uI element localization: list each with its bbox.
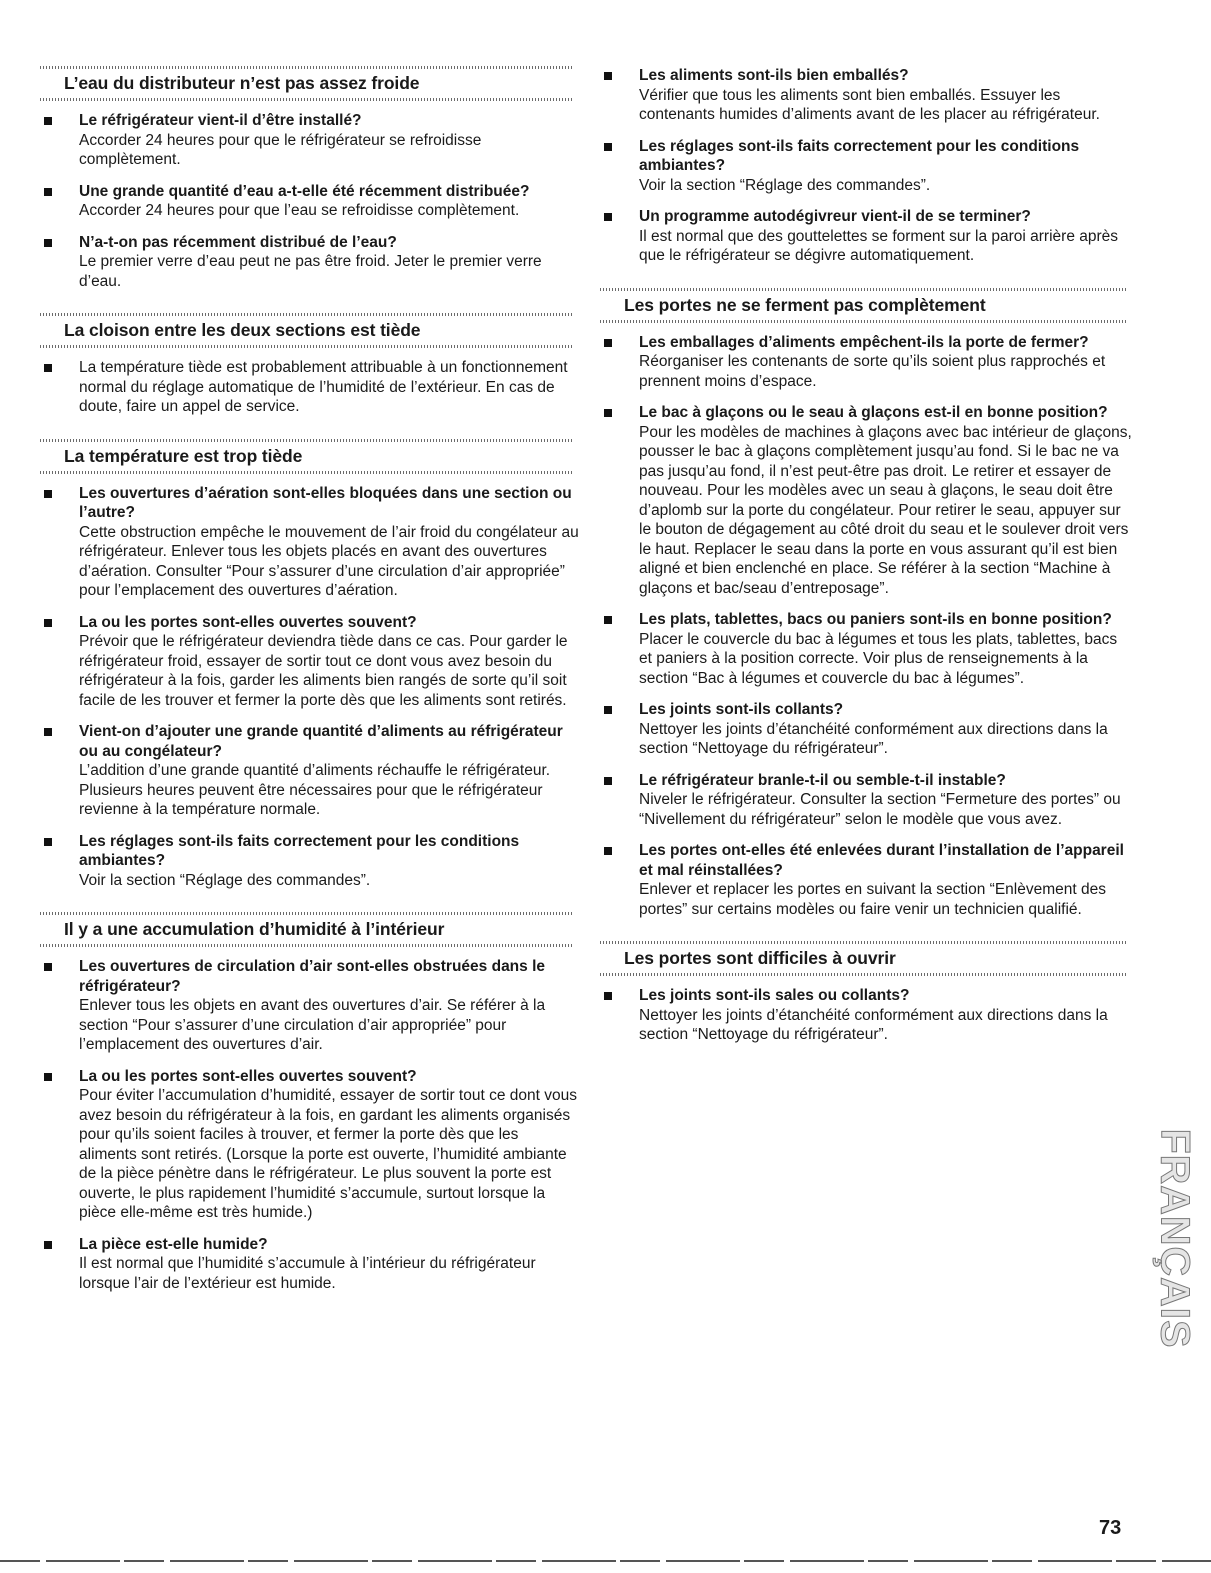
answer: Le premier verre d’eau peut ne pas être froid. Jeter le premier verre d’eau. <box>79 253 542 290</box>
answer: Pour éviter l’accumulation d’humidité, essayer de sortir tout ce dont vous avez besoin du réfrigérateur à la fois, en gardant les aliments organisés pour qu’ils soient faciles à trouver, et fermer la porte dès que les aliments sont retirés. (Lorsque la porte est ouverte, l’humidité ambiante de la pièce pénètre dans le réfrigérateur. Le plus souvent la porte est ouverte, le plus rapidement l’humidité s’accumule, surtout lorsque la pièce elle-même est très humide.) <box>79 1087 577 1221</box>
question-list <box>594 986 1134 1045</box>
question: Le réfrigérateur vient-il d’être installé? <box>79 112 362 129</box>
list-item <box>34 358 579 417</box>
question: Les réglages sont-ils faits correctement pour les conditions ambiantes? <box>79 832 520 869</box>
question-list <box>594 333 1134 920</box>
question: La ou les portes sont-elles ouvertes souvent? <box>79 1067 417 1085</box>
language-tab-label: FRANÇAIS <box>1152 1128 1199 1348</box>
section-title: Les portes ne se ferment pas complètement <box>624 294 986 315</box>
answer: Réorganiser les contenants de sorte qu’ils soient plus rapprochés et prennent moins d’espace. <box>639 353 1106 390</box>
answer: L’addition d’une grande quantité d’aliments réchauffe le réfrigérateur. Plusieurs heures peuvent être nécessaires pour que le réfrigérateur revienne à la température normale. <box>79 762 551 818</box>
section <box>34 912 579 1293</box>
question: Les joints sont-ils collants? <box>639 701 844 718</box>
question: Le réfrigérateur branle-t-il ou semble-t-il instable? <box>639 771 1006 789</box>
section <box>34 66 579 291</box>
section <box>594 288 1134 920</box>
section-header <box>34 912 579 947</box>
question-list <box>594 66 1134 266</box>
list-item <box>594 207 1134 266</box>
list-item <box>594 403 1134 598</box>
section-header <box>34 66 579 101</box>
question-list <box>34 484 579 891</box>
question-list <box>34 358 579 417</box>
answer: Prévoir que le réfrigérateur deviendra tiède dans ce cas. Pour garder le réfrigérateur froid, essayer de sortir tout ce dont vous avez besoin du réfrigérateur à la fois, garder les aliments bien rangés de sorte qu’il soit facile de les trouver et fermer la porte dès que les aliments sont retirés. <box>79 633 568 709</box>
question: Les plats, tablettes, bacs ou paniers sont-ils en bonne position? <box>639 611 1112 628</box>
answer: Nettoyer les joints d’étanchéité conformément aux directions dans la section “Nettoyage du réfrigérateur”. <box>639 1006 1108 1043</box>
question: Les réglages sont-ils faits correctement pour les conditions ambiantes? <box>639 137 1080 174</box>
section-rule-bottom <box>40 98 573 101</box>
question: Les emballages d’aliments empêchent-ils la porte de fermer? <box>639 333 1089 351</box>
list-item <box>34 957 579 1055</box>
section-rule-bottom <box>40 471 573 474</box>
question: La ou les portes sont-elles ouvertes souvent? <box>79 613 417 631</box>
question: Les aliments sont-ils bien emballés? <box>639 67 909 84</box>
list-item <box>34 111 579 170</box>
question: Les ouvertures d’aération sont-elles bloquées dans une section ou l’autre? <box>79 484 572 521</box>
section-rule-bottom <box>40 345 573 348</box>
section-header <box>594 288 1134 323</box>
bottom-rule <box>0 1560 1211 1562</box>
answer: Accorder 24 heures pour que le réfrigérateur se refroidisse complètement. <box>79 131 482 168</box>
section-header <box>594 941 1134 976</box>
answer: Voir la section “Réglage des commandes”. <box>79 871 371 889</box>
language-tab <box>1152 1128 1199 1348</box>
list-item <box>594 66 1134 125</box>
list-item <box>34 722 579 820</box>
question: La pièce est-elle humide? <box>79 1235 268 1253</box>
question-list <box>34 957 579 1293</box>
answer: Vérifier que tous les aliments sont bien emballés. Essuyer les contenants humides d’aliments avant de les placer au réfrigérateur. <box>639 86 1100 123</box>
section <box>34 313 579 417</box>
list-item <box>594 986 1134 1045</box>
section-header <box>34 439 579 474</box>
question: Les joints sont-ils sales ou collants? <box>639 987 910 1004</box>
answer: Pour les modèles de machines à glaçons avec bac intérieur de glaçons, pousser le bac à glaçons complètement jusqu’au fond. Si le bac ne va pas jusqu’au fond, il n’est peut-être pas droit. Le retirer et essayer de nouveau. Pour les modèles avec un seau à glaçons, le seau doit être d’aplomb sur la porte du congélateur. Pour retirer le seau, appuyer sur le bouton de dégagement au côté droit du seau et le soulever droit vers le haut. Replacer le seau dans la porte en vous assurant qu’il est bien aligné et bien enclenché en place. Se référer à la section “Machine à glaçons et bac/seau d’entreposage”. <box>639 423 1132 597</box>
list-item <box>34 1067 579 1223</box>
list-item <box>34 182 579 221</box>
question: Un programme autodégivreur vient-il de se terminer? <box>639 208 1031 225</box>
section <box>34 439 579 891</box>
answer: Il est normal que l’humidité s’accumule à l’intérieur du réfrigérateur lorsque l’air de l’extérieur est humide. <box>79 1255 536 1292</box>
answer: Enlever tous les objets en avant des ouvertures d’air. Se référer à la section “Pour s’assurer d’une circulation d’air appropriée” pour l’emplacement des ouvertures d’air. <box>79 997 546 1053</box>
answer: Nettoyer les joints d’étanchéité conformément aux directions dans la section “Nettoyage du réfrigérateur”. <box>639 720 1108 757</box>
section <box>594 66 1134 266</box>
answer: Niveler le réfrigérateur. Consulter la section “Fermeture des portes” ou “Nivellement du réfrigérateur” selon le modèle que vous avez. <box>639 791 1121 828</box>
question: Les ouvertures de circulation d’air sont-elles obstruées dans le réfrigérateur? <box>79 958 546 995</box>
section-title: La cloison entre les deux sections est tiède <box>64 320 421 340</box>
left-column <box>34 66 579 1315</box>
question: Vient-on d’ajouter une grande quantité d’aliments au réfrigérateur ou au congélateur? <box>79 723 563 760</box>
section-header <box>34 313 579 348</box>
section-title: L’eau du distributeur n’est pas assez froide <box>64 73 420 93</box>
list-item <box>594 333 1134 392</box>
list-item <box>34 613 579 711</box>
question: Les portes ont-elles été enlevées durant l’installation de l’appareil et mal réinstallées? <box>639 842 1124 879</box>
section-rule-bottom <box>600 320 1128 323</box>
question: N’a-t-on pas récemment distribué de l’eau? <box>79 233 397 251</box>
answer: La température tiède est probablement attribuable à un fonctionnement normal du réglage automatique de l’humidité de l’extérieur. En cas de doute, faire un appel de service. <box>79 359 568 415</box>
answer: Voir la section “Réglage des commandes”. <box>639 176 931 194</box>
right-column <box>594 66 1134 1067</box>
section-rule-bottom <box>40 944 573 947</box>
question: Le bac à glaçons ou le seau à glaçons est-il en bonne position? <box>639 404 1108 421</box>
section-title: La température est trop tiède <box>64 445 303 466</box>
answer: Placer le couvercle du bac à légumes et tous les plats, tablettes, bacs et paniers à la position correcte. Voir plus de renseignements à la section “Bac à légumes et couvercle du bac à légumes”. <box>639 630 1118 687</box>
answer: Accorder 24 heures pour que l’eau se refroidisse complètement. <box>79 202 520 219</box>
section <box>594 941 1134 1045</box>
list-item <box>34 233 579 292</box>
list-item <box>34 484 579 601</box>
page-number: 73 <box>1099 1517 1122 1539</box>
list-item <box>34 1235 579 1294</box>
list-item <box>594 771 1134 830</box>
section-rule-bottom <box>600 973 1128 976</box>
list-item <box>594 137 1134 196</box>
answer: Il est normal que des gouttelettes se forment sur la paroi arrière après que le réfrigérateur se dégivre automatiquement. <box>639 227 1119 264</box>
list-item <box>594 610 1134 688</box>
list-item <box>594 841 1134 919</box>
list-item <box>34 832 579 891</box>
list-item <box>594 700 1134 759</box>
answer: Cette obstruction empêche le mouvement de l’air froid du congélateur au réfrigérateur. Enlever tous les objets placés en avant des ouvertures d’aération. Consulter “Pour s’assurer d’une circulation d’air appropriée” pour l’emplacement des ouvertures d’aération. <box>79 523 579 599</box>
answer: Enlever et replacer les portes en suivant la section “Enlèvement des portes” sur certains modèles ou faire venir un technicien qualifié. <box>639 881 1106 918</box>
section-title: Il y a une accumulation d’humidité à l’intérieur <box>64 919 445 939</box>
section-title: Les portes sont difficiles à ouvrir <box>624 948 896 968</box>
question: Une grande quantité d’eau a-t-elle été récemment distribuée? <box>79 182 530 200</box>
question-list <box>34 111 579 291</box>
